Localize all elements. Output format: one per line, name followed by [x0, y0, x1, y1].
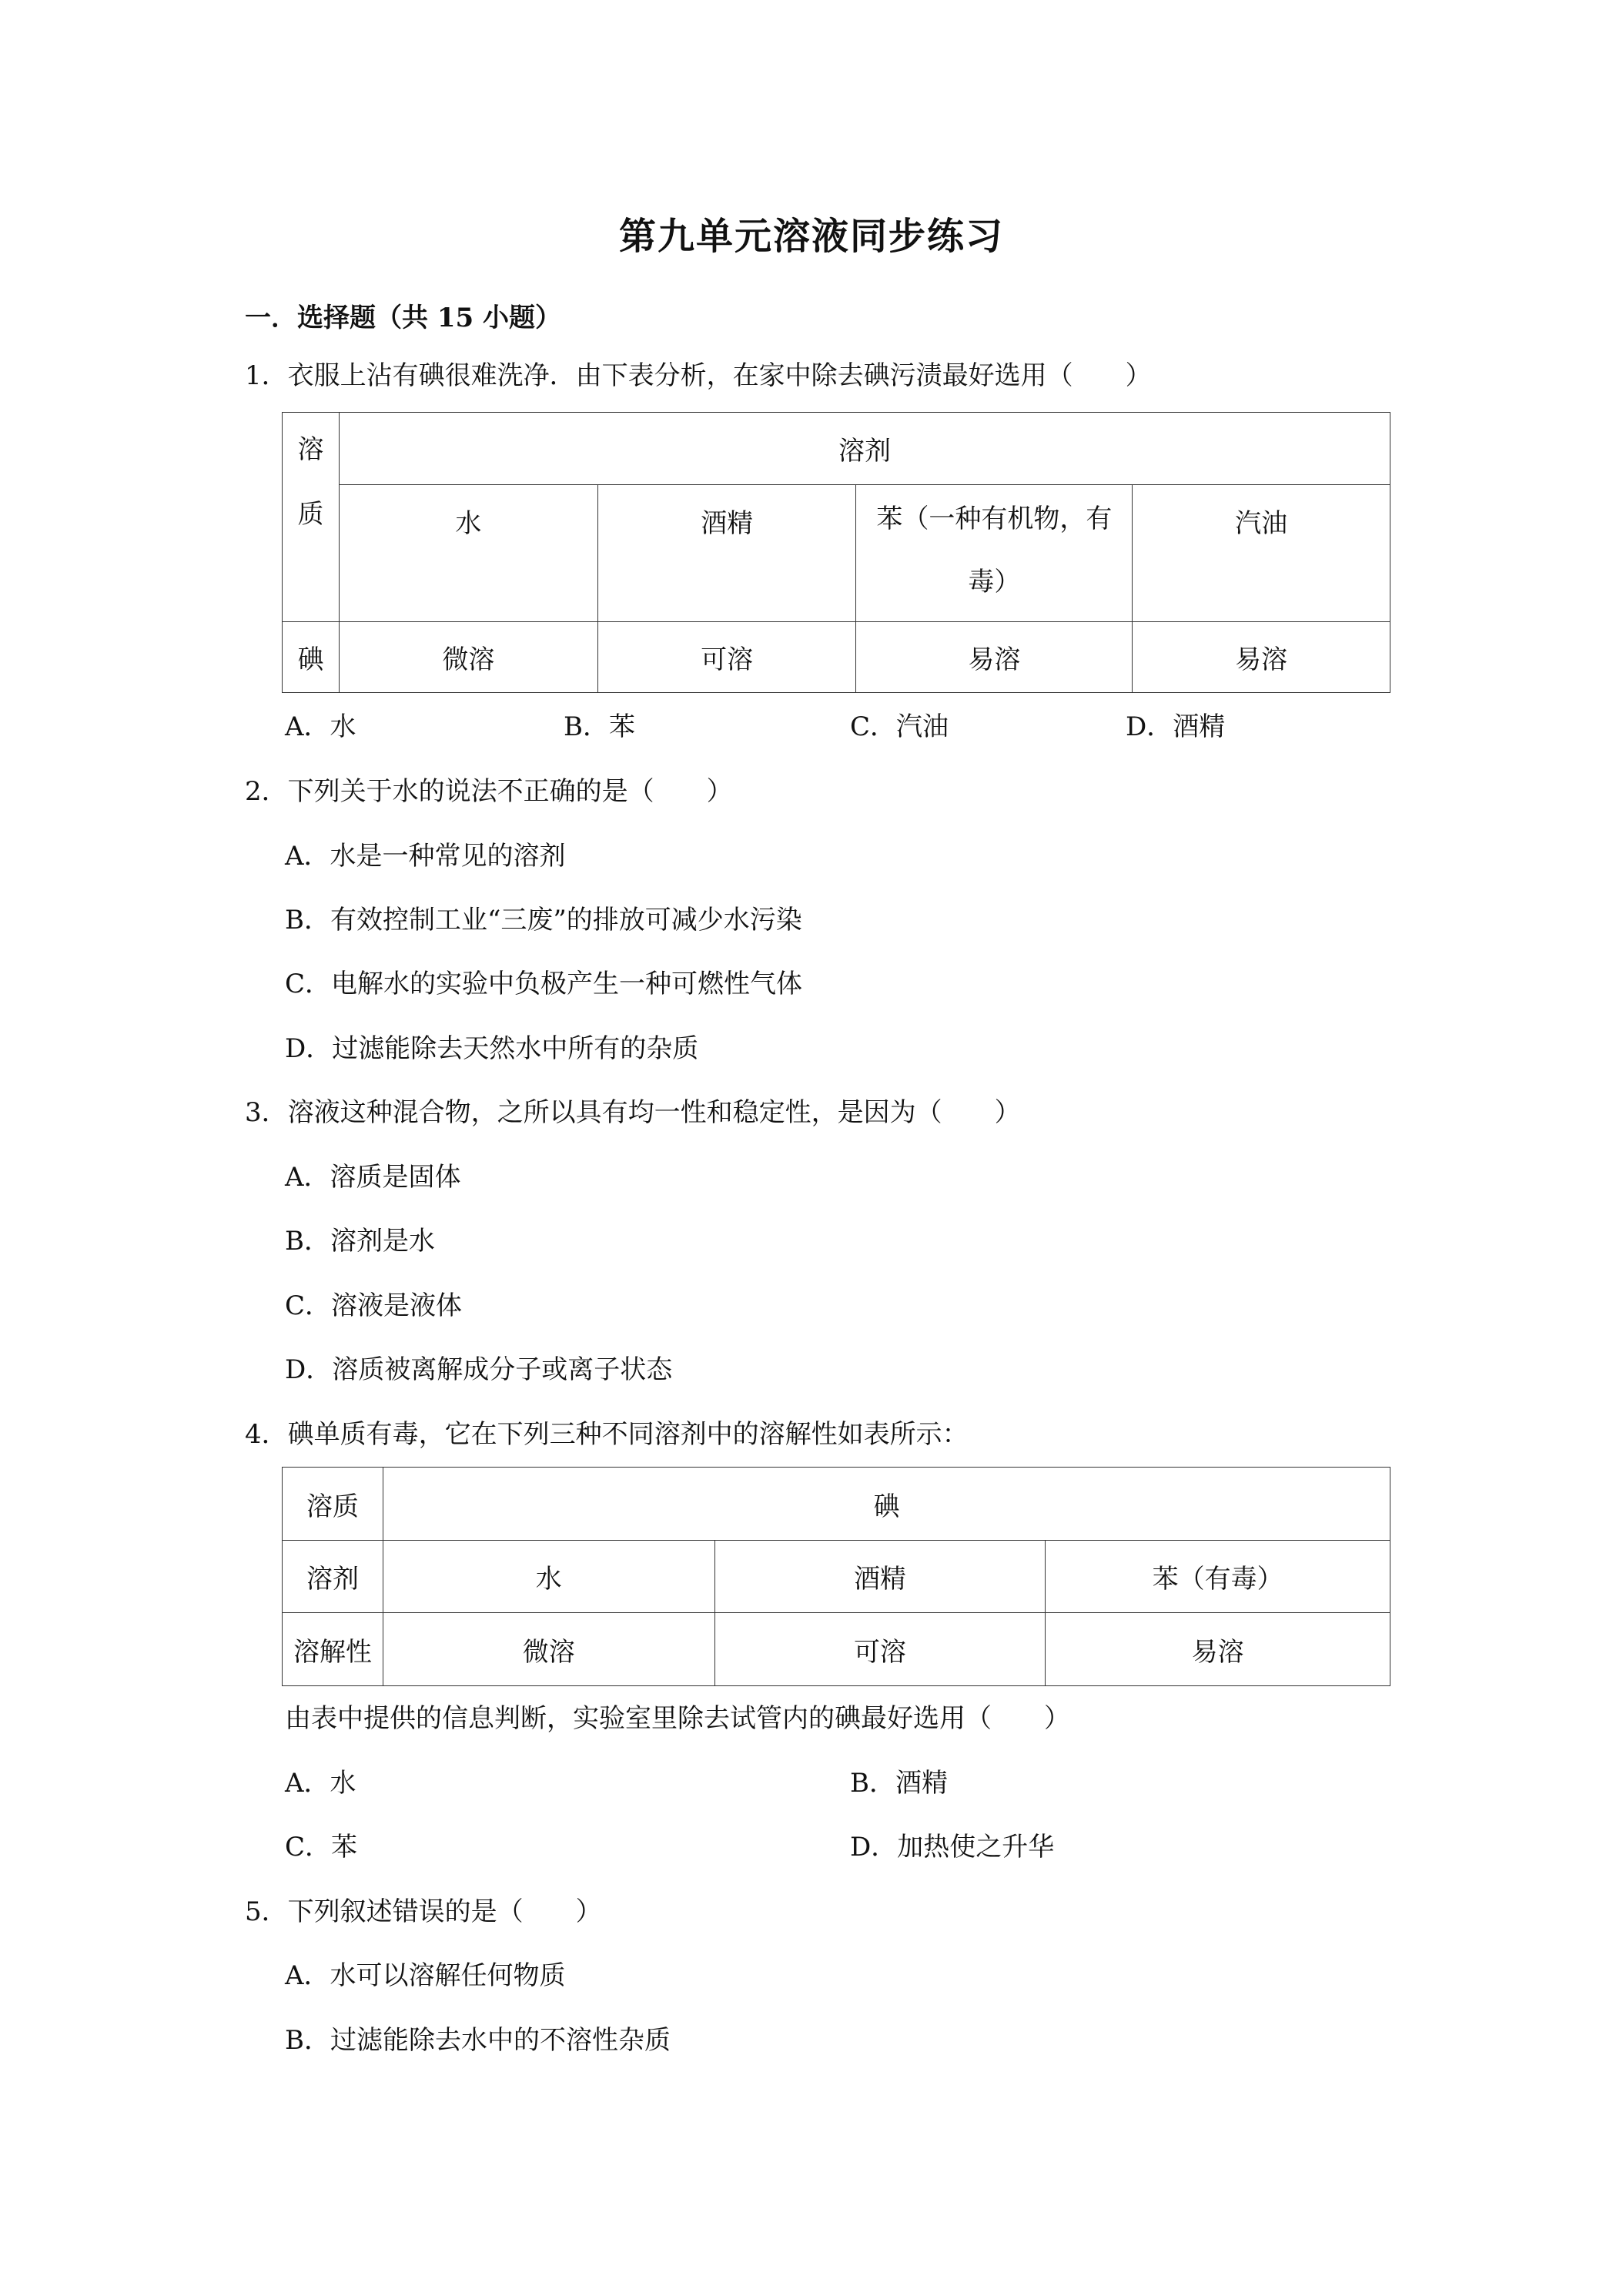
page-title: 第九单元溶液同步练习	[618, 215, 1004, 258]
q1-value: 可溶	[597, 622, 856, 693]
q5-option-b: B．过滤能除去水中的不溶性杂质	[285, 2025, 671, 2056]
q1-option-b: B．苯	[564, 711, 635, 742]
q1-option-a: A．水	[285, 711, 356, 742]
q4-solvent-water: 水	[383, 1541, 714, 1613]
q5-option-a: A．水可以溶解任何物质	[285, 1960, 566, 1991]
q4-stem: 4．碘单质有毒，它在下列三种不同溶剂中的溶解性如表所示：	[245, 1419, 969, 1450]
q4-option-a: A．水	[285, 1768, 356, 1799]
q4-solvent-label: 溶剂	[283, 1541, 383, 1613]
q1-solvent-alcohol: 酒精	[597, 485, 856, 622]
q1-option-c: C．汽油	[850, 711, 949, 742]
q3-option-a: A．溶质是固体	[285, 1162, 461, 1193]
q1-solvent-gasoline: 汽油	[1133, 485, 1390, 622]
q4-option-c: C．苯	[285, 1832, 358, 1863]
q4-solubility-value: 易溶	[1046, 1613, 1390, 1686]
q1-value: 易溶	[1133, 622, 1390, 693]
q4-solubility-value: 可溶	[714, 1613, 1046, 1686]
q3-option-c: C．溶液是液体	[285, 1290, 463, 1321]
q1-value: 微溶	[339, 622, 597, 693]
q3-option-b: B．溶剂是水	[285, 1226, 435, 1257]
q4-solute-value: 碘	[383, 1468, 1390, 1541]
q1-solute: 碘	[283, 622, 340, 693]
q4-solvent-benzene: 苯（有毒）	[1046, 1541, 1390, 1613]
q4-solubility-label: 溶解性	[283, 1613, 383, 1686]
q1-solvent-header: 溶剂	[339, 413, 1390, 485]
q1-solvent-water: 水	[339, 485, 597, 622]
q1-solvent-benzene: 苯（一种有机物，有 毒）	[856, 485, 1133, 622]
section-heading: 一．选择题（共 15 小题）	[245, 303, 561, 333]
q2-option-b: B．有效控制工业“三废”的排放可减少水污染	[285, 905, 802, 935]
q2-option-d: D．过滤能除去天然水中所有的杂质	[285, 1033, 699, 1064]
q1-stem: 1．衣服上沾有碘很难洗净．由下表分析，在家中除去碘污渍最好选用（ ）	[245, 360, 1152, 391]
q5-stem: 5．下列叙述错误的是（ ）	[245, 1896, 602, 1927]
q2-option-a: A．水是一种常见的溶剂	[285, 841, 566, 872]
q4-option-d: D．加热使之升华	[850, 1832, 1055, 1863]
q4-solubility-table	[282, 1467, 1390, 1686]
q4-solvent-alcohol: 酒精	[714, 1541, 1046, 1613]
q3-stem: 3．溶液这种混合物，之所以具有均一性和稳定性，是因为（ ）	[245, 1097, 1021, 1128]
q2-stem: 2．下列关于水的说法不正确的是（ ）	[245, 776, 733, 807]
q4-solute-label: 溶质	[283, 1468, 383, 1541]
q4-follow-up: 由表中提供的信息判断，实验室里除去试管内的碘最好选用（ ）	[285, 1703, 1070, 1734]
q1-solubility-table	[282, 412, 1390, 693]
q1-rowhead: 溶 质	[283, 413, 340, 622]
q3-option-d: D．溶质被离解成分子或离子状态	[285, 1354, 673, 1385]
q2-option-c: C．电解水的实验中负极产生一种可燃性气体	[285, 969, 803, 999]
q4-option-b: B．酒精	[850, 1768, 948, 1799]
q1-value: 易溶	[856, 622, 1133, 693]
q4-solubility-value: 微溶	[383, 1613, 714, 1686]
q1-option-d: D．酒精	[1126, 711, 1226, 742]
